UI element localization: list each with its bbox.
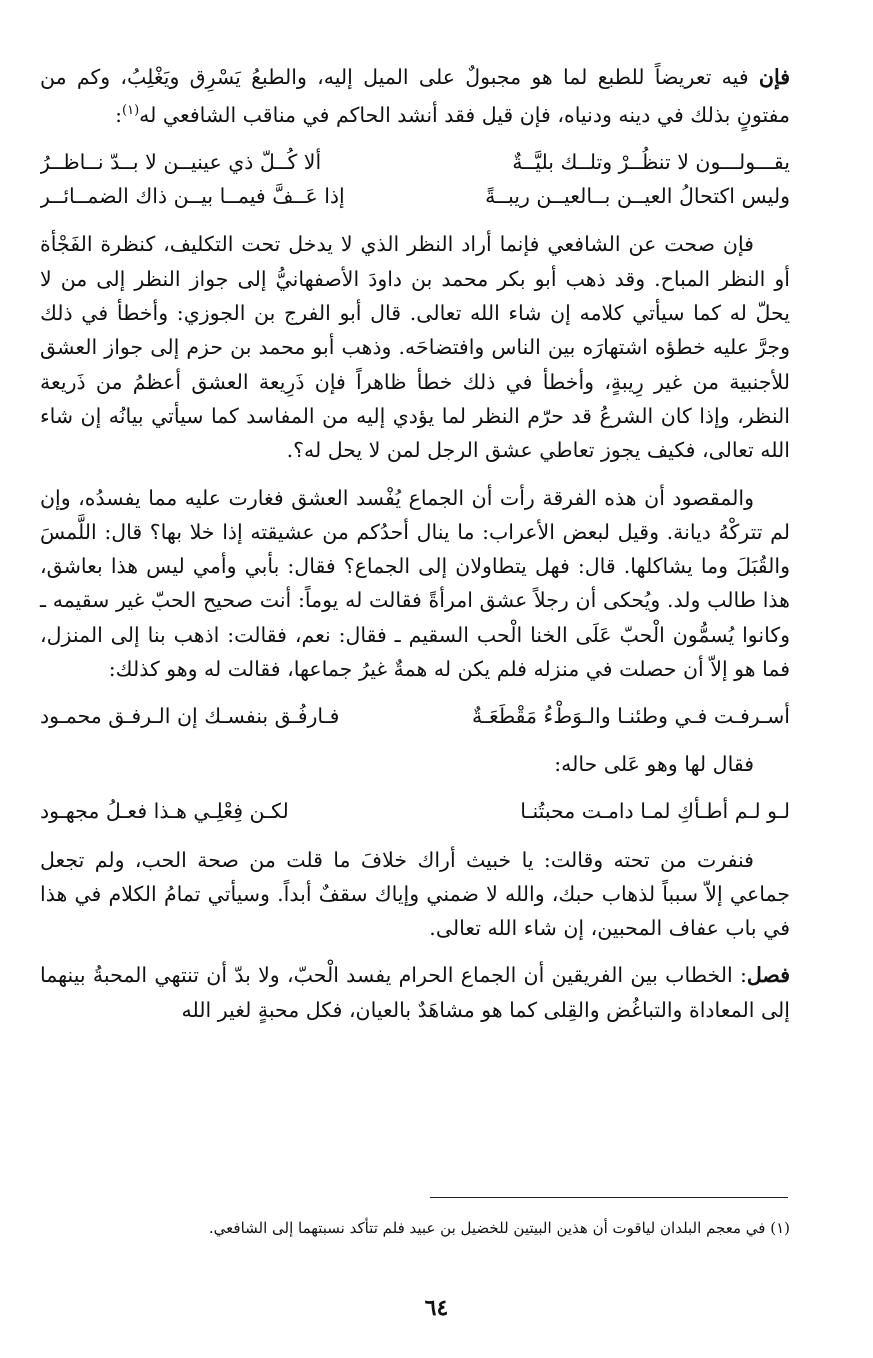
page-number: ٦٤ (424, 1295, 449, 1321)
paragraph-3: والمقصود أن هذه الفرقة رأت أن الجماع يُفْسد العشق فغارت عليه مما يفسدُه، وإن لم تتركْهُ ديانة. وقيل لبعض الأعراب: ما ينال أحدُكم من عشيقته إذا خلا بها؟ قال: اللَّمسَ والقُبَلَ وما يشاكلها. قال: فهل يتطاولان إلى الجماع؟ فقال: بأبي وأمي ليس هذا بعاشق، هذا طالب ولد. ويُحكى أن رجلاً عشق امرأةً فقالت له يوماً: أنت صحيح الحبّ غير سقيمه ـ وكانوا يُسمُّون الْحبّ عَلَى الخنا الْحب السقيم ـ فقال: نعم، فقالت: اذهب بنا إلى المنزل، فما هو إلاّ أن حصلت في منزله فلم يكن له همةٌ غيرُ جماعها، فقالت له وهو كذلك: (40, 485, 790, 681)
page-body (40, 60, 790, 1040)
verse-first-hemistich: لـو لـم أطـأكِ لمـا دامـت محبتُنـا (520, 799, 790, 824)
paragraph-1 (40, 60, 790, 132)
footnote: (١) في معجم البلدان لياقوت أن هذين البيتين للخضيل بن عبيد فلم تتأكد نسبتهما إلى الشافعي. (208, 1219, 790, 1237)
verse-line (40, 145, 790, 179)
verse-first-hemistich: وليس اكتحالُ العيــن بــالعيــن ريبــةً (485, 184, 790, 209)
paragraph-1-text: فيه تعريضاً للطبع لما هو مجبولٌ على الميل إليه، والطبعُ يَسْرِق ويَغْلِبُ، وكم من مفتونٍ بذلك في دينه ودنياه، فإن قيل فقد أنشد الحاكم في مناقب الشافعي له (40, 65, 790, 128)
verse-group-2 (40, 699, 790, 733)
paragraph-1-tail: : (115, 103, 123, 128)
verse-first-hemistich: أسـرفـت فـي وطئنـا والـوَطْءُ مَقْطَعَـةٌ (471, 704, 790, 729)
paragraph-5: فنفرت من تحته وقالت: يا خبيث أراك خلافَ ما قلت من صحة الحب، ولم تجعل جماعي إلاّ سبباً لذهاب حبك، والله لا ضمني وإياك سقفٌ أبداً. وسيأتي تمامُ الكلام في هذا في باب عفاف المحبين، إن شاء الله تعالى. (40, 847, 790, 941)
footnote-marker: (١) (122, 103, 140, 119)
verse-second-hemistich: فـارفُـق بنفسـك إن الـرفـق محمـود (40, 704, 340, 729)
verse-group-3 (40, 795, 790, 829)
verse-second-hemistich: ألا كُــلّ ذي عينيــن لا بــدّ نــاظــرُ (40, 150, 322, 175)
verse-line (40, 699, 790, 733)
paragraph-6 (40, 958, 790, 1027)
verse-group-1 (40, 145, 790, 213)
paragraph-2: فإن صحت عن الشافعي فإنما أراد النظر الذي لا يدخل تحت التكليف، كنظرة الفَجْأة أو النظر المباح. وقد ذهب أبو بكر محمد بن داودَ الأصفهانيُّ إلى جواز النظر إلى من لا يحلّ له كما سيأتي كلامه إن شاء الله تعالى. قال أبو الفرج بن الجوزي: وأخطأ في ذلك وجرَّ عليه خطؤه اشتهارَه بين الناس وافتضاحَه. وذهب أبو محمد بن حزم إلى جواز العشق للأجنبية من غير رِيبةٍ، وأخطأ في ذلك خطأ ظاهراً فإن ذَرِيعة العشق أعظمُ من ذَريعة النظر، وإذا كان الشرعُ قد حرّم النظر لما يؤدي إليه من المفاسد كما سيأتي بيانُه إن شاء الله تعالى، فكيف يجوز تعاطي عشق الرجل لمن لا يحل له؟. (40, 232, 790, 463)
paragraph-6-text: : الخطاب بين الفريقين أن الجماع الحرام يفسد الْحبّ، ولا بدّ أن تنتهي المحبةُ بينهما إلى المعاداة والتباغُض والقِلى كما هو مشاهَدٌ بالعيان، فكل محبةٍ لغير الله (40, 963, 790, 1022)
verse-line (40, 179, 790, 213)
footnote-divider (430, 1197, 788, 1198)
lead-word: فإن (758, 65, 790, 89)
verse-first-hemistich: يقـــولـــون لا تنظُــرْ وتلــك بليَّــةٌ (512, 150, 790, 175)
verse-line (40, 795, 790, 829)
verse-second-hemistich: لكـن فِعْلِـي هـذا فعـلُ مجهـود (40, 799, 289, 824)
verse-second-hemistich: إذا عَــفَّ فيمــا بيــن ذاك الضمــائــر (40, 184, 345, 209)
paragraph-4: فقال لها وهو عَلى حاله: (554, 752, 754, 777)
section-heading: فصل (746, 963, 790, 988)
